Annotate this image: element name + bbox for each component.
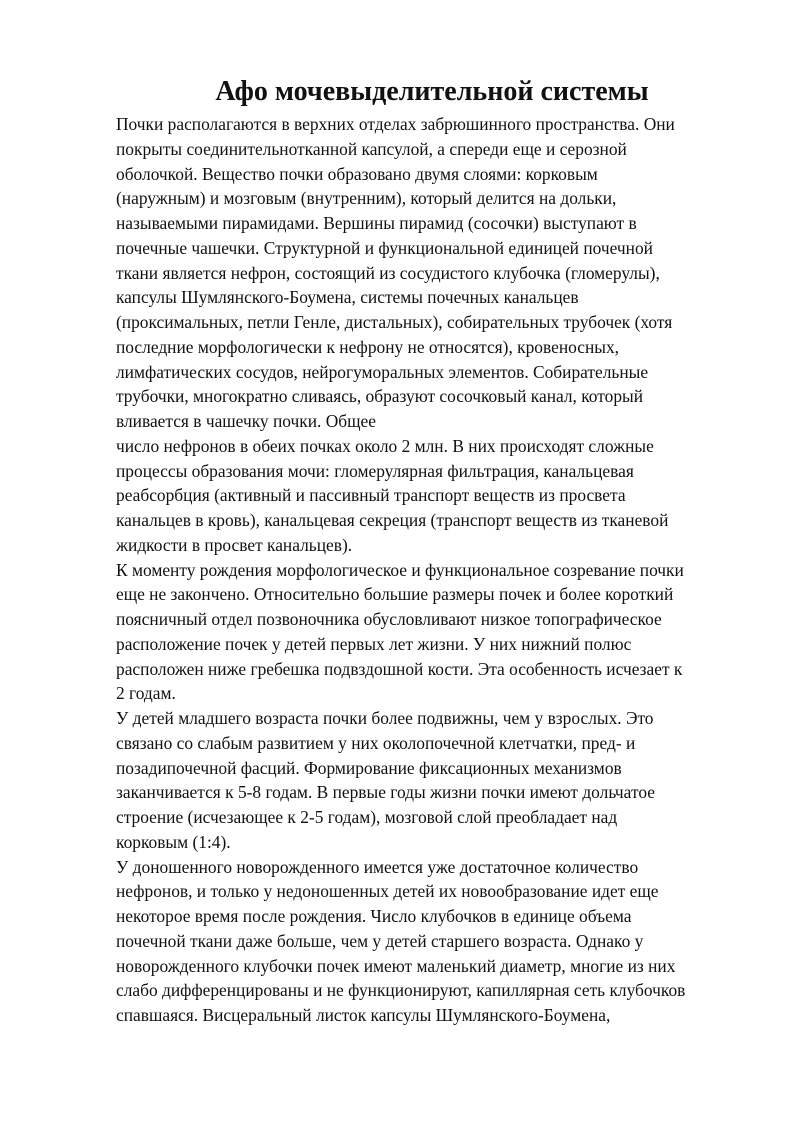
text-line: Почки располагаются в верхних отделах забрюшинного пространства. Они	[116, 114, 675, 134]
text-line: (наружным) и мозговым (внутренним), который делится на дольки,	[116, 188, 617, 209]
text-line: строение (исчезающее к 2-5 годам), мозговой слой преобладает над	[116, 807, 618, 827]
text-line: спавшаяся. Висцеральный листок капсулы Шумлянского-Боумена,	[116, 1005, 611, 1025]
text-line: трубочки, многократно сливаясь, образуют сосочковый канал, который	[116, 386, 644, 407]
text-line: связано со слабым развитием у них околопочечной клетчатки, пред- и	[116, 732, 636, 753]
text-line: процессы образования мочи: гломерулярная фильтрация, канальцевая	[116, 460, 634, 481]
text-line: жидкости в просвет канальцев).	[116, 534, 353, 555]
text-line: вливается в чашечку почки. Общее	[116, 411, 376, 431]
document-body	[116, 112, 748, 1028]
text-line: нефронов, и только у недоношенных детей их новообразование идет еще	[116, 881, 659, 902]
text-line: позадипочечной фасций. Формирование фиксационных механизмов	[116, 757, 622, 778]
text-line: некоторое время после рождения. Число клубочков в единице объема	[116, 906, 632, 926]
text-line: 2 годам.	[116, 683, 176, 704]
text-line: расположение почек у детей первых лет жизни. У них нижний полюс	[116, 633, 632, 654]
text-line: К моменту рождения морфологическое и функциональное созревание почки	[116, 559, 684, 580]
text-line: число нефронов в обеих почках около 2 млн. В них происходят сложные	[116, 435, 654, 456]
text-line: еще не закончено. Относительно большие размеры почек и более короткий	[116, 584, 674, 605]
text-line: новорожденного клубочки почек имеют маленький диаметр, многие из них	[116, 955, 676, 976]
text-line: покрыты соединительнотканной капсулой, а спереди еще и серозной	[116, 138, 627, 159]
text-line: слабо дифференцированы и не функционируют, капиллярная сеть клубочков	[116, 980, 686, 1001]
text-line: поясничный отдел позвоночника обусловливают низкое топографическое	[116, 609, 662, 629]
text-line: капсулы Шумлянского-Боумена, системы почечных канальцев	[116, 287, 579, 308]
text-line: У детей младшего возраста почки более подвижны, чем у взрослых. Это	[116, 708, 654, 728]
text-line: ткани является нефрон, состоящий из сосудистого клубочка (гломерулы),	[116, 262, 660, 283]
text-line: называемыми пирамидами. Вершины пирамид (сосочки) выступают в	[116, 213, 637, 233]
text-line: почечные чашечки. Структурной и функциональной единицей почечной	[116, 237, 653, 258]
text-line: (проксимальных, петли Генле, дистальных), собирательных трубочек (хотя	[116, 312, 673, 332]
text-line: оболочкой. Вещество почки образовано двумя слоями: корковым	[116, 163, 598, 184]
text-line: реабсорбция (активный и пассивный транспорт веществ из просвета	[116, 485, 626, 506]
text-line: У доношенного новорожденного имеется уже достаточное количество	[116, 856, 639, 877]
text-line: канальцев в кровь), канальцевая секреция (транспорт веществ из тканевой	[116, 510, 669, 530]
text-line: корковым (1:4).	[116, 831, 231, 852]
text-line: почечной ткани даже больше, чем у детей старшего возраста. Однако у	[116, 930, 644, 951]
text-line: лимфатических сосудов, нейрогуморальных элементов. Собирательные	[116, 361, 649, 382]
document-title: Афо мочевыделительной системы	[215, 76, 649, 107]
text-line: расположен ниже гребешка подвздошной кости. Эта особенность исчезает к	[116, 658, 683, 679]
text-line: заканчивается к 5-8 годам. В первые годы жизни почки имеют дольчатое	[116, 782, 655, 803]
text-line: последние морфологически к нефрону не относятся), кровеносных,	[116, 336, 620, 357]
